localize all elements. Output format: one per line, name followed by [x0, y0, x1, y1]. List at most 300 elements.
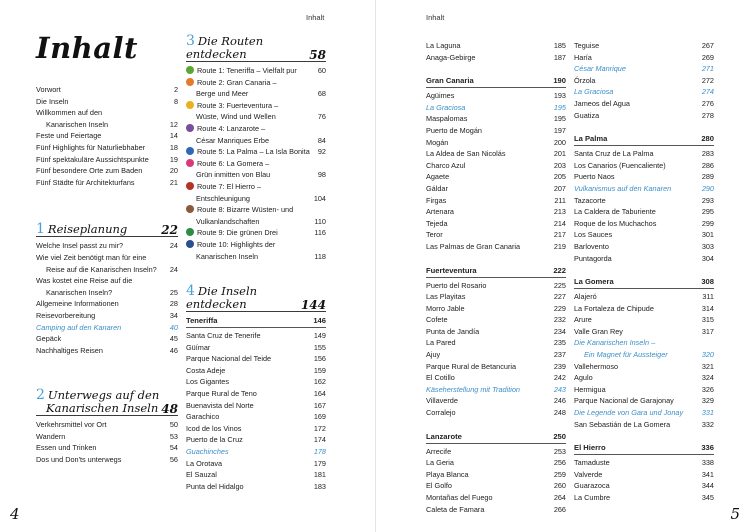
toc-entry	[186, 481, 326, 493]
toc-entry	[36, 84, 178, 96]
toc-entry-page: 12	[169, 119, 178, 129]
toc-entry-page: 183	[313, 481, 326, 491]
route-entry	[186, 204, 326, 216]
toc-entry-page: 2	[173, 85, 178, 94]
toc-entry-page: 203	[553, 160, 566, 170]
toc-entry	[426, 195, 566, 207]
toc-entry-page: 149	[313, 331, 326, 341]
toc-entry	[186, 423, 326, 435]
toc-entry-label: Welche Insel passt zu mir?	[36, 241, 124, 251]
toc-entry-label: San Sebastián de La Gomera	[574, 419, 671, 429]
toc-entry-label: Jameos del Agua	[574, 98, 630, 108]
toc-entry-page: 219	[553, 241, 566, 251]
toc-entry-page: 217	[553, 230, 566, 240]
toc-entry-page: 214	[553, 218, 566, 228]
toc-entry-page: 274	[701, 87, 714, 97]
toc-entry-page: 211	[554, 195, 566, 205]
toc-entry	[574, 457, 714, 469]
toc-entry	[426, 171, 566, 183]
route-title: Route 7: El Hierro –	[197, 181, 262, 191]
toc-entry-label: Anaga-Gebirge	[426, 52, 476, 62]
section-gap	[574, 121, 714, 133]
toc-entry	[574, 349, 714, 361]
toc-entry-page: 303	[701, 241, 714, 251]
route-entry-continued	[186, 216, 326, 228]
section-gap	[426, 419, 566, 431]
toc-entry-label: Los Sauces	[574, 230, 613, 240]
toc-entry-label: La Cumbre	[574, 493, 611, 502]
toc-entry-page: 227	[553, 292, 566, 302]
toc-entry-page: 178	[313, 447, 326, 457]
toc-entry	[186, 376, 326, 388]
chapter-page: 144	[300, 298, 326, 313]
toc-entry-page: 185	[553, 41, 566, 50]
chapter-2-heading	[36, 388, 178, 416]
toc-entry-label: Die Inseln	[36, 96, 69, 106]
toc-entry-label: César Manrique	[574, 64, 626, 74]
toc-entry	[574, 171, 714, 183]
route-entry	[186, 65, 326, 77]
toc-entry-page: 314	[701, 303, 714, 313]
toc-entry-label: Fünf spektakuläre Aussichtspunkte	[36, 154, 149, 164]
toc-entry	[426, 52, 566, 64]
route-color-dot	[186, 159, 194, 167]
route-label	[186, 100, 278, 112]
toc-entry-label: La Fortaleza de Chipude	[574, 303, 654, 313]
route-title: Route 6: La Gomera –	[197, 158, 270, 168]
toc-entry	[574, 469, 714, 481]
island-page: 336	[701, 443, 714, 453]
toc-entry-label: Santa Cruz de La Palma	[574, 149, 654, 159]
toc-entry	[36, 130, 178, 142]
toc-entry-label: Ein Magnet für Aussteiger	[584, 350, 668, 360]
toc-entry-label: Guatiza	[574, 110, 600, 120]
island-name: Gran Canaria	[426, 76, 474, 86]
toc-entry-label: Parque Rural de Teno	[186, 389, 257, 399]
toc-entry-page: 315	[701, 315, 714, 325]
toc-entry-label: Los Gigantes	[186, 377, 229, 387]
toc-entry-label: Maspalomas	[426, 114, 468, 124]
toc-entry-page: 301	[701, 230, 714, 240]
toc-entry-label: Corralejo	[426, 408, 456, 418]
toc-entry	[186, 400, 326, 412]
toc-entry	[186, 411, 326, 423]
island-page: 190	[553, 76, 566, 86]
route-page: 116	[314, 228, 326, 238]
route-title-line2: Entschleunigung	[196, 193, 250, 203]
toc-entry-label: Montañas del Fuego	[426, 493, 493, 502]
toc-entry-page: 19	[169, 154, 178, 164]
toc-entry-label: Caleta de Famara	[426, 504, 485, 514]
route-label	[186, 146, 310, 158]
toc-entry-label: Cofete	[426, 315, 448, 325]
toc-entry-page: 197	[553, 125, 566, 135]
toc-entry-label: Ajuy	[426, 350, 441, 360]
chapter-title: Unterwegs auf den	[47, 388, 160, 403]
toc-entry	[426, 395, 566, 407]
toc-entry-label: Puerto de la Cruz	[186, 435, 243, 445]
route-entry	[186, 100, 326, 112]
toc-entry-page: 321	[701, 361, 714, 371]
toc-entry	[426, 349, 566, 361]
toc-entry-page: 213	[553, 207, 566, 217]
toc-entry	[574, 337, 714, 349]
toc-entry-page: 207	[553, 183, 566, 193]
toc-entry-label: Was kostet eine Reise auf die	[36, 276, 133, 286]
toc-entry	[574, 326, 714, 338]
toc-entry	[574, 229, 714, 241]
route-title-line2: Grün inmitten von Blau	[196, 170, 271, 180]
running-head-left: Inhalt	[306, 13, 325, 22]
toc-entry-label: Gáldar	[426, 183, 448, 193]
route-title-line2: César Manriques Erbe	[196, 135, 270, 145]
toc-entry	[36, 287, 178, 299]
toc-entry	[426, 480, 566, 492]
toc-entry-label: Verkehrsmittel vor Ort	[36, 420, 107, 430]
route-color-dot	[186, 124, 194, 132]
toc-entry-label: Hermigua	[574, 384, 606, 394]
toc-entry-label: Los Canarios (Fuencaliente)	[574, 160, 666, 170]
toc-entry-label: Puerto Naos	[574, 172, 615, 182]
route-page: 118	[314, 251, 326, 261]
section-gap	[574, 430, 714, 442]
toc-entry-page: 320	[701, 350, 714, 360]
toc-entry	[186, 458, 326, 470]
toc-entry-label: Parque Nacional del Teide	[186, 354, 272, 364]
toc-entry	[36, 275, 178, 287]
toc-entry	[36, 177, 178, 189]
toc-entry-label: La Geria	[426, 458, 454, 468]
toc-entry-page: 45	[169, 334, 178, 344]
toc-entry-page: 317	[701, 326, 714, 336]
island-name: Lanzarote	[426, 431, 462, 441]
toc-entry	[574, 195, 714, 207]
toc-entry	[574, 206, 714, 218]
toc-entry	[574, 98, 714, 110]
route-title: Route 3: Fuerteventura –	[197, 100, 279, 110]
toc-entry-page: 56	[169, 455, 178, 465]
toc-entry-page: 155	[313, 342, 326, 352]
toc-entry-label: Arure	[574, 315, 592, 325]
toc-entry-label: Roque de los Muchachos	[574, 218, 657, 228]
toc-entry	[186, 353, 326, 365]
toc-entry-label: Haría	[574, 52, 592, 62]
toc-entry-label: Camping auf den Kanaren	[36, 322, 122, 332]
toc-entry	[426, 446, 566, 458]
island-name: Fuerteventura	[426, 265, 477, 275]
toc-entry-page: 326	[701, 384, 714, 394]
toc-entry-label: Playa Blanca	[426, 469, 469, 479]
route-label	[186, 204, 293, 216]
island-heading	[426, 265, 566, 278]
toc-entry-label: Tazacorte	[574, 195, 606, 205]
toc-entry-label: Kanarischen Inseln?	[46, 287, 113, 297]
toc-entry	[36, 142, 178, 154]
route-entry	[186, 123, 326, 135]
toc-entry-page: 311	[702, 292, 714, 302]
toc-entry	[574, 372, 714, 384]
toc-entry-page: 21	[169, 177, 178, 187]
toc-entry-label: El Cotillo	[426, 373, 455, 383]
chapter-page: 58	[309, 48, 326, 62]
toc-entry-label: Las Playitas	[426, 292, 466, 302]
toc-right-page-column-1	[426, 40, 566, 515]
route-entry-continued	[186, 193, 326, 205]
toc-entry-label: Guarazoca	[574, 481, 610, 491]
toc-entry	[574, 160, 714, 172]
route-label	[186, 181, 261, 193]
toc-entry-page: 331	[701, 408, 714, 418]
page-number-right: 5	[730, 505, 740, 523]
route-title: Route 1: Teneriffa – Vielfalt pur	[197, 66, 297, 75]
route-color-dot	[186, 240, 194, 248]
toc-entry-label: Icod de los Vinos	[186, 423, 242, 433]
toc-entry-label: Die Legende von Gara und Jonay	[574, 408, 684, 418]
toc-entry-label: Villaverde	[426, 396, 458, 406]
island-page: 222	[553, 265, 566, 275]
route-page: 84	[317, 135, 326, 145]
toc-entry	[426, 372, 566, 384]
toc-entry	[426, 160, 566, 172]
toc-entry-page: 332	[701, 419, 714, 429]
route-title: Route 8: Bizarre Wüsten- und	[197, 205, 294, 215]
toc-entry	[574, 291, 714, 303]
toc-entry-label: Fünf besondere Orte zum Baden	[36, 166, 143, 176]
toc-entry-label: La Laguna	[426, 41, 461, 50]
toc-entry-label: Alajeró	[574, 292, 597, 302]
toc-entry-page: 40	[169, 322, 178, 332]
toc-entry	[574, 303, 714, 315]
toc-entry-page: 46	[169, 345, 178, 355]
toc-entry-page: 242	[553, 373, 566, 383]
toc-entry	[426, 90, 566, 102]
toc-entry-page: 53	[169, 431, 178, 441]
toc-entry-page: 28	[169, 299, 178, 309]
toc-entry	[426, 361, 566, 373]
toc-entry-label: Vorwort	[36, 85, 61, 94]
toc-entry-label: Parque Nacional de Garajonay	[574, 396, 674, 406]
toc-entry-page: 172	[313, 423, 326, 433]
toc-entry	[426, 218, 566, 230]
route-entry	[186, 158, 326, 170]
route-title-line2: Wüste, Wind und Wellen	[196, 112, 276, 122]
route-label	[186, 227, 278, 239]
route-title-line2: Kanarischen Inseln	[196, 251, 259, 261]
toc-entry	[574, 218, 714, 230]
route-entry	[186, 227, 326, 239]
toc-entry-page: 283	[701, 149, 714, 159]
toc-entry-label: Vallehermoso	[574, 361, 619, 371]
toc-entry	[186, 388, 326, 400]
toc-entry-label: Käseherstellung mit Tradition	[426, 384, 520, 394]
route-color-dot	[186, 205, 194, 213]
toc-entry-page: 304	[701, 253, 714, 263]
toc-entry-label: Buenavista del Norte	[186, 400, 254, 410]
chapter-4-heading	[186, 284, 326, 312]
chapter-1-heading	[36, 222, 178, 237]
toc-entry-label: La Aldea de San Nicolás	[426, 149, 506, 159]
toc-entry	[186, 342, 326, 354]
toc-entry	[574, 480, 714, 492]
toc-entry	[426, 407, 566, 419]
island-name: Teneriffa	[186, 316, 218, 326]
chapter-title: Die Inseln entdecken	[186, 284, 258, 312]
toc-entry-label: Vulkanismus auf den Kanaren	[574, 183, 672, 193]
toc-entry-label: Gepäck	[36, 334, 62, 344]
toc-entry-page: 237	[553, 350, 566, 360]
toc-entry-label: Puerto del Rosario	[426, 280, 487, 290]
toc-entry-label: Punta de Jandía	[426, 326, 480, 336]
toc-entry-label: Kanarischen Inseln	[46, 119, 109, 129]
toc-entry-label: Nachhaltiges Reisen	[36, 345, 103, 355]
toc-entry	[426, 137, 566, 149]
route-title: Route 10: Highlights der	[197, 239, 276, 249]
toc-entry-label: Fünf Highlights für Naturliebhaber	[36, 142, 146, 152]
toc-entry	[574, 40, 714, 52]
toc-entry-page: 256	[553, 458, 566, 468]
route-entry-continued	[186, 251, 326, 263]
toc-entry-page: 50	[169, 420, 178, 430]
toc-entry-label: Wie viel Zeit benötigt man für eine	[36, 252, 147, 262]
chapter-3-heading	[186, 34, 326, 62]
chapter-page: 22	[161, 223, 178, 238]
toc-entry-label: Las Palmas de Gran Canaria	[426, 241, 521, 251]
route-color-dot	[186, 78, 194, 86]
toc-entry	[36, 252, 178, 264]
toc-entry-page: 295	[701, 207, 714, 217]
toc-entry-label: La Graciosa	[426, 102, 466, 112]
island-heading	[186, 315, 326, 328]
route-label	[186, 123, 265, 135]
toc-entry-page: 24	[169, 264, 178, 274]
toc-entry-page: 195	[553, 102, 566, 112]
front-matter-list	[36, 84, 178, 188]
toc-entry-label: Reise auf die Kanarischen Inseln?	[46, 264, 157, 274]
route-color-dot	[186, 66, 194, 74]
toc-entry-page: 286	[701, 160, 714, 170]
toc-entry-label: Firgas	[426, 195, 447, 205]
toc-entry	[574, 314, 714, 326]
route-color-dot	[186, 228, 194, 236]
toc-entry-page: 14	[169, 131, 178, 141]
route-color-dot	[186, 147, 194, 155]
toc-entry-page: 264	[553, 493, 566, 502]
island-page: 146	[313, 316, 326, 326]
chapter-number: 2	[36, 387, 45, 404]
toc-entry-page: 324	[701, 373, 714, 383]
toc-entry-label: Agüimes	[426, 91, 455, 101]
toc-entry	[186, 365, 326, 377]
toc-entry-page: 54	[169, 443, 178, 453]
toc-entry-page: 205	[553, 172, 566, 182]
toc-entry	[574, 395, 714, 407]
toc-entry-page: 329	[701, 396, 714, 406]
toc-entry	[574, 75, 714, 87]
toc-entry-page: 260	[553, 481, 566, 491]
route-page: 98	[317, 170, 326, 180]
toc-entry	[426, 314, 566, 326]
toc-entry-label: Valle Gran Rey	[574, 326, 623, 336]
toc-entry	[426, 206, 566, 218]
toc-entry	[426, 469, 566, 481]
toc-entry-page: 234	[553, 326, 566, 336]
toc-entry-label: Güímar	[186, 342, 211, 352]
toc-entry	[426, 148, 566, 160]
toc-entry-page: 344	[701, 481, 714, 491]
route-page: 104	[313, 193, 326, 203]
toc-entry	[36, 107, 178, 119]
toc-entry	[426, 280, 566, 292]
toc-entry-label: Guachinches	[186, 447, 229, 457]
toc-entry-label: Órzola	[574, 75, 596, 85]
toc-entry	[426, 303, 566, 315]
toc-entry-page: 225	[553, 280, 566, 290]
toc-entry	[574, 110, 714, 122]
route-page: 110	[314, 216, 326, 226]
toc-entry-label: Teguise	[574, 41, 600, 50]
toc-entry	[36, 165, 178, 177]
toc-entry	[574, 253, 714, 265]
toc-entry-label: Willkommen auf den	[36, 108, 103, 118]
page-title: Inhalt	[36, 31, 138, 65]
toc-entry-label: Punta del Hidalgo	[186, 481, 244, 491]
toc-entry-page: 266	[553, 504, 566, 514]
island-heading	[574, 442, 714, 455]
toc-entry-label: Dos und Don'ts unterwegs	[36, 455, 122, 465]
route-page: 92	[317, 147, 326, 157]
toc-entry-page: 162	[313, 377, 326, 387]
toc-entry	[36, 442, 178, 454]
toc-entry	[36, 310, 178, 322]
toc-entry-page: 272	[701, 75, 714, 85]
toc-entry-page: 276	[701, 98, 714, 108]
route-entry-continued	[186, 169, 326, 181]
chapter-page: 48	[161, 402, 178, 417]
toc-entry-page: 169	[313, 412, 326, 422]
toc-entry-page: 179	[313, 458, 326, 468]
toc-entry-label: Costa Adeje	[186, 365, 226, 375]
toc-entry-page: 187	[553, 52, 566, 62]
route-entry	[186, 146, 326, 158]
toc-entry-label: El Golfo	[426, 481, 452, 491]
toc-entry-label: Essen und Trinken	[36, 443, 97, 453]
running-head-right: Inhalt	[426, 13, 445, 22]
toc-entry	[574, 183, 714, 195]
toc-entry-label: Teror	[426, 230, 443, 240]
toc-entry-page: 164	[313, 389, 326, 399]
toc-entry	[36, 298, 178, 310]
toc-entry	[36, 333, 178, 345]
route-entry-continued	[186, 111, 326, 123]
toc-entry-label: Agulo	[574, 373, 593, 383]
route-title: Route 2: Gran Canaria –	[197, 77, 277, 87]
toc-entry-label: Puntagorda	[574, 253, 612, 263]
toc-entry-label: El Sauzal	[186, 470, 217, 480]
route-color-dot	[186, 101, 194, 109]
toc-entry	[574, 492, 714, 504]
toc-entry-page: 195	[553, 114, 566, 124]
toc-entry-page: 18	[169, 142, 178, 152]
toc-entry-page: 24	[169, 241, 178, 251]
toc-entry	[426, 241, 566, 253]
toc-entry-page: 253	[553, 446, 566, 456]
route-page: 60	[317, 66, 326, 75]
island-name: La Palma	[574, 134, 608, 144]
toc-entry-page: 345	[701, 493, 714, 502]
route-title: Route 4: Lanzarote –	[197, 123, 266, 133]
toc-entry-page: 193	[553, 91, 566, 101]
toc-entry-label: Allgemeine Informationen	[36, 299, 119, 309]
